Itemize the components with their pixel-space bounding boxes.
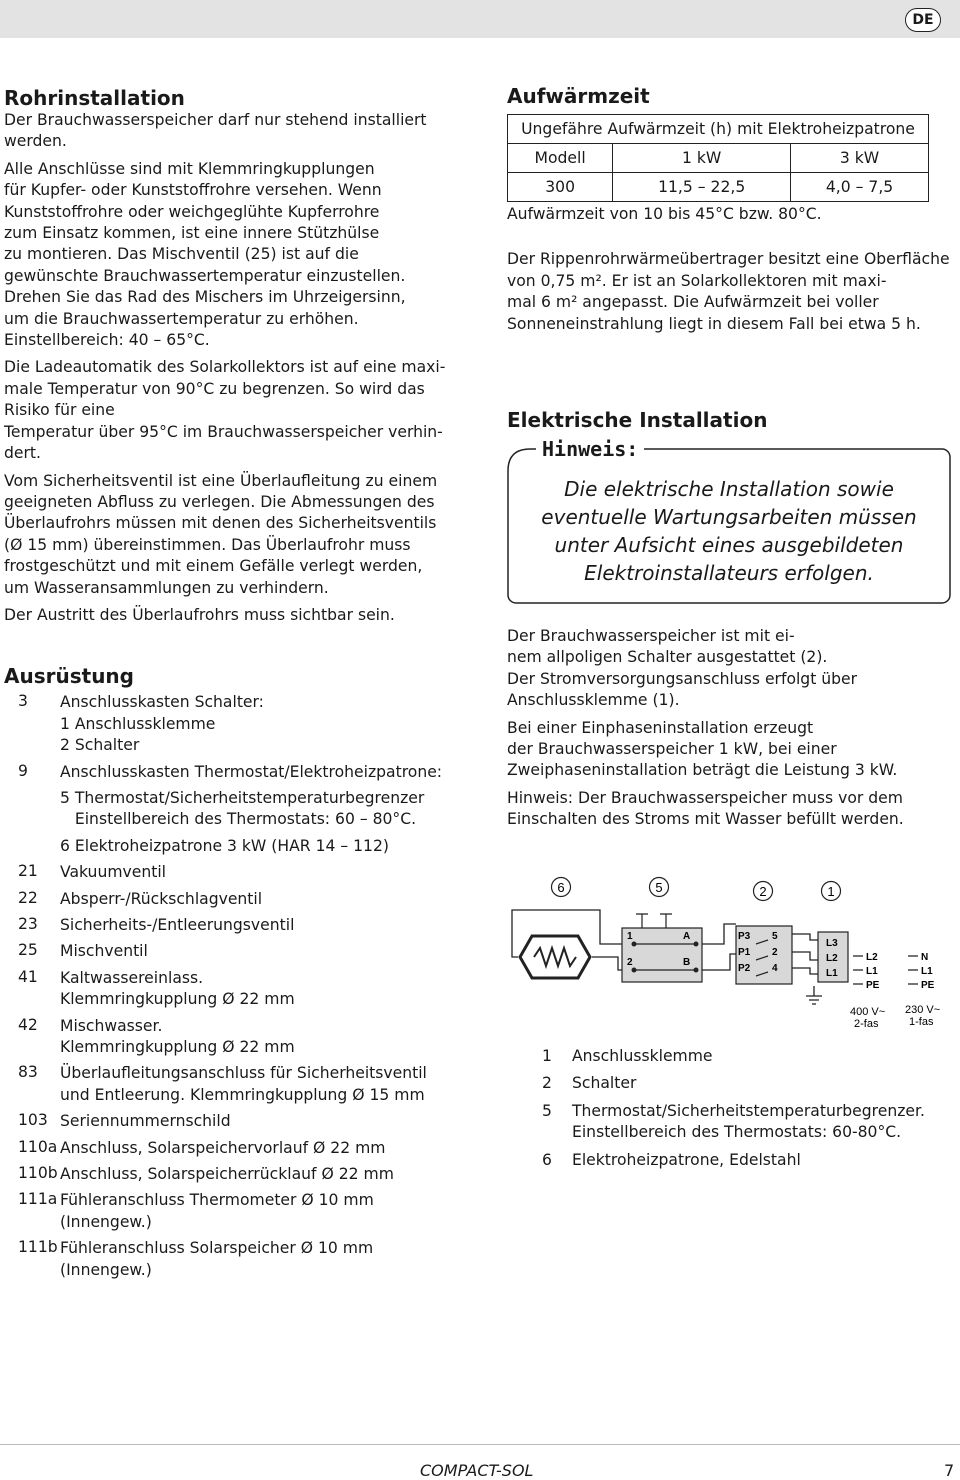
rohrinstallation-text bbox=[4, 110, 472, 626]
legend-number: 1 bbox=[542, 1047, 552, 1065]
text-line: Elektroheizpatrone, Edelstahl bbox=[572, 1150, 801, 1169]
svg-text:5: 5 bbox=[655, 880, 663, 895]
equipment-item bbox=[4, 1238, 472, 1281]
legend-text bbox=[572, 1150, 801, 1171]
text-line: Der Austritt des Überlaufrohrs muss sichtbar sein. bbox=[4, 605, 395, 624]
item-number: 83 bbox=[18, 1063, 38, 1082]
text-line: Risiko für eine bbox=[4, 401, 115, 420]
text-line: Sonneneinstrahlung liegt in diesem Fall bei etwa 5 h. bbox=[507, 314, 921, 333]
text-line: Einstellbereich des Thermostats: 60 – 80°C. bbox=[60, 810, 417, 829]
table-header: 1 kW bbox=[613, 144, 791, 173]
text-line: werden. bbox=[4, 132, 67, 151]
hint-line: Elektroinstallateurs erfolgen. bbox=[584, 561, 874, 585]
hint-title: Hinweis: bbox=[536, 437, 644, 461]
item-text bbox=[60, 1138, 472, 1159]
item-number: 22 bbox=[18, 888, 38, 907]
paragraph bbox=[4, 605, 472, 626]
section-heading-elektrische-installation: Elektrische Installation bbox=[507, 408, 768, 432]
item-number: 21 bbox=[18, 862, 38, 881]
item-text bbox=[60, 1016, 472, 1059]
paragraph bbox=[507, 718, 955, 782]
text-line: Überlaufleitungsanschluss für Sicherheitsventil bbox=[60, 1064, 427, 1083]
item-text bbox=[60, 762, 472, 783]
paragraph bbox=[4, 159, 472, 352]
text-line: Fühleranschluss Solarspeicher Ø 10 mm bbox=[60, 1239, 374, 1258]
hint-line: unter Aufsicht eines ausgebildeten bbox=[554, 533, 904, 557]
text-line: Einstellbereich des Thermostats: 60-80°C. bbox=[572, 1123, 902, 1142]
text-line: Anschluss, Solarspeichervorlauf Ø 22 mm bbox=[60, 1138, 386, 1157]
text-line: (Innengew.) bbox=[60, 1212, 152, 1231]
text-line: Mischwasser. bbox=[60, 1016, 163, 1035]
paragraph bbox=[4, 357, 472, 464]
legend-text bbox=[572, 1073, 636, 1094]
item-text bbox=[60, 1063, 472, 1106]
text-line: Anschluss, Solarspeicherrücklauf Ø 22 mm bbox=[60, 1165, 394, 1184]
equipment-item bbox=[4, 1016, 472, 1059]
text-line: Einschalten des Stroms mit Wasser befüllt werden. bbox=[507, 810, 904, 829]
text-line: Vakuumventil bbox=[60, 863, 167, 882]
equipment-item bbox=[4, 692, 472, 756]
text-line: Schalter bbox=[572, 1074, 637, 1093]
text-line: Klemmringkupplung Ø 22 mm bbox=[60, 1038, 295, 1057]
item-text bbox=[60, 836, 472, 857]
equipment-item bbox=[4, 1063, 472, 1106]
item-number: 41 bbox=[18, 967, 38, 986]
equipment-item bbox=[4, 1111, 472, 1132]
electrical-text bbox=[507, 626, 955, 837]
text-line: male Temperatur von 90°C zu begrenzen. So wird das bbox=[4, 379, 425, 398]
text-line: Der Rippenrohrwärmeübertrager besitzt eine Oberfläche bbox=[507, 250, 950, 269]
legend-text bbox=[572, 1046, 713, 1067]
item-number: 111a bbox=[18, 1190, 58, 1209]
text-line: Vom Sicherheitsventil ist eine Überlaufleitung zu einem bbox=[4, 471, 438, 490]
text-line: Überlaufrohrs müssen mit denen des Sicherheitsventils bbox=[4, 514, 437, 533]
svg-text:PE: PE bbox=[866, 980, 880, 991]
callout-6 bbox=[552, 878, 571, 897]
text-line: für Kupfer- oder Kunststoffrohre versehen. Wenn bbox=[4, 181, 382, 200]
heating-element-symbol bbox=[520, 936, 590, 978]
text-line: (Ø 15 mm) übereinstimmen. Das Überlaufrohr muss bbox=[4, 535, 411, 554]
item-number: 9 bbox=[18, 761, 28, 780]
item-text bbox=[60, 915, 472, 936]
equipment-item bbox=[4, 915, 472, 936]
hint-text bbox=[516, 475, 942, 587]
terminal-block bbox=[818, 932, 848, 982]
text-line: Hinweis: Der Brauchwasserspeicher muss vor dem bbox=[507, 788, 903, 807]
svg-text:P3: P3 bbox=[738, 931, 751, 942]
text-line: Thermostat/Sicherheitstemperaturbegrenzer. bbox=[572, 1101, 925, 1120]
text-line: frostgeschützt und mit einem Gefälle verlegt werden, bbox=[4, 557, 423, 576]
text-line: Kunststoffrohre oder weichgeglühte Kupferrohre bbox=[4, 202, 380, 221]
text-line: Anschlusskasten Schalter: bbox=[60, 693, 264, 712]
text-line: Sicherheits-/Entleerungsventil bbox=[60, 916, 295, 934]
supply-single-phase bbox=[905, 952, 940, 1028]
text-line: zu montieren. Das Mischventil (25) ist auf die bbox=[4, 245, 359, 264]
item-text bbox=[60, 941, 472, 962]
table-cell: 300 bbox=[508, 173, 613, 202]
text-line: Der Stromversorgungsanschluss erfolgt über bbox=[507, 669, 858, 688]
svg-text:L2: L2 bbox=[866, 952, 878, 963]
callout-1 bbox=[822, 882, 841, 901]
text-line: Klemmringkupplung Ø 22 mm bbox=[60, 990, 295, 1009]
paragraph bbox=[4, 471, 472, 599]
item-number: 110b bbox=[18, 1164, 58, 1183]
text-line: um Wasseransammlungen zu verhindern. bbox=[4, 578, 329, 597]
item-number: 23 bbox=[18, 915, 38, 933]
table-cell: 4,0 – 7,5 bbox=[791, 173, 929, 202]
section-heading-ausruestung: Ausrüstung bbox=[4, 664, 134, 689]
svg-text:L2: L2 bbox=[826, 953, 838, 964]
equipment-item bbox=[4, 762, 472, 783]
svg-text:2: 2 bbox=[627, 957, 633, 968]
item-number: 110a bbox=[18, 1137, 58, 1156]
right-column bbox=[507, 84, 955, 432]
text-line: mal 6 m² angepasst. Die Aufwärmzeit bei voller bbox=[507, 293, 879, 312]
table-header: Modell bbox=[508, 144, 613, 173]
legend-text bbox=[572, 1101, 925, 1144]
text-line: (Innengew.) bbox=[60, 1260, 152, 1279]
legend-item bbox=[506, 1101, 954, 1144]
text-line: 6 Elektroheizpatrone 3 kW (HAR 14 – 112) bbox=[60, 836, 389, 855]
left-column bbox=[4, 86, 472, 1286]
text-line: Der Brauchwasserspeicher ist mit ei- bbox=[507, 627, 795, 645]
text-line: von 0,75 m². Er ist an Solarkollektoren mit maxi- bbox=[507, 271, 887, 290]
paragraph bbox=[507, 788, 955, 831]
text-line: der Brauchwasserspeicher 1 kW, bei einer bbox=[507, 740, 837, 759]
svg-text:2: 2 bbox=[759, 884, 767, 899]
item-text bbox=[60, 788, 472, 831]
svg-text:2-fas: 2-fas bbox=[854, 1018, 879, 1030]
item-text bbox=[60, 1190, 472, 1233]
hint-line: Die elektrische Installation sowie bbox=[564, 477, 894, 501]
item-number: 42 bbox=[18, 1015, 38, 1034]
svg-text:L3: L3 bbox=[826, 938, 838, 949]
language-badge: DE bbox=[905, 8, 941, 32]
item-text bbox=[60, 889, 472, 910]
svg-text:400 V~: 400 V~ bbox=[850, 1006, 886, 1018]
legend-item bbox=[506, 1073, 954, 1094]
text-line: Absperr-/Rückschlagventil bbox=[60, 889, 263, 908]
supply-two-phase bbox=[850, 952, 885, 1030]
equipment-item bbox=[4, 1138, 472, 1159]
callout-5 bbox=[650, 878, 669, 897]
thermostat-block bbox=[622, 914, 702, 982]
table-caption: Ungefähre Aufwärmzeit (h) mit Elektroheizpatrone bbox=[508, 115, 929, 144]
item-text bbox=[60, 862, 472, 883]
svg-text:4: 4 bbox=[772, 963, 778, 974]
section-heading-aufwaermzeit: Aufwärmzeit bbox=[507, 84, 650, 108]
text-line: Seriennummernschild bbox=[60, 1112, 231, 1131]
table-note: Aufwärmzeit von 10 bis 45°C bzw. 80°C. bbox=[507, 205, 822, 223]
text-line: zum Einsatz kommen, ist eine innere Stützhülse bbox=[4, 224, 380, 243]
svg-text:2: 2 bbox=[772, 947, 778, 958]
text-line: Temperatur über 95°C im Brauchwasserspeicher verhin- bbox=[4, 422, 443, 441]
text-line: Kaltwassereinlass. bbox=[60, 968, 204, 987]
item-number: 103 bbox=[18, 1111, 48, 1130]
text-line: nem allpoligen Schalter ausgestattet (2). bbox=[507, 648, 828, 667]
hint-box bbox=[506, 437, 952, 605]
item-number bbox=[4, 788, 60, 831]
text-line: geeigneten Abfluss zu verlegen. Die Abmessungen des bbox=[4, 492, 435, 511]
diagram-legend bbox=[506, 1046, 954, 1177]
svg-text:230 V~: 230 V~ bbox=[905, 1004, 941, 1016]
text-line: Alle Anschlüsse sind mit Klemmringkupplungen bbox=[4, 159, 375, 178]
svg-text:L1: L1 bbox=[866, 966, 878, 977]
page-number: 7 bbox=[944, 1461, 955, 1480]
text-line: Die Ladeautomatik des Solarkollektors ist auf eine maxi- bbox=[4, 358, 446, 377]
equipment-item bbox=[4, 968, 472, 1011]
heat-exchanger-text bbox=[507, 249, 955, 335]
wiring-diagram bbox=[510, 872, 950, 1042]
item-number: 25 bbox=[18, 941, 38, 960]
text-line: Der Brauchwasserspeicher darf nur stehend installiert bbox=[4, 111, 427, 129]
text-line: 1 Anschlussklemme bbox=[60, 714, 216, 733]
item-text bbox=[60, 1111, 472, 1132]
paragraph bbox=[507, 626, 955, 712]
section-heading-rohrinstallation: Rohrinstallation bbox=[4, 86, 185, 110]
item-text bbox=[60, 968, 472, 1011]
text-line: gewünschte Brauchwassertemperatur einzustellen. bbox=[4, 266, 406, 285]
svg-text:P1: P1 bbox=[738, 947, 751, 958]
text-line: Einstellbereich: 40 – 65°C. bbox=[4, 331, 210, 350]
text-line: Anschlussklemme (1). bbox=[507, 691, 680, 710]
text-line: Anschlussklemme bbox=[572, 1047, 713, 1065]
item-text bbox=[60, 1238, 472, 1281]
item-text bbox=[60, 1164, 472, 1185]
heatup-table bbox=[507, 114, 929, 202]
switch-block bbox=[736, 926, 792, 984]
paragraph bbox=[4, 110, 472, 153]
legend-item bbox=[506, 1150, 954, 1171]
legend-number: 2 bbox=[542, 1074, 552, 1093]
legend-number: 5 bbox=[542, 1101, 552, 1120]
text-line: Anschlusskasten Thermostat/Elektroheizpatrone: bbox=[60, 762, 443, 781]
text-line: Drehen Sie das Rad des Mischers im Uhrzeigersinn, bbox=[4, 288, 406, 307]
svg-text:L1: L1 bbox=[921, 966, 933, 977]
svg-text:6: 6 bbox=[557, 880, 565, 895]
table-cell: 11,5 – 22,5 bbox=[613, 173, 791, 202]
equipment-item bbox=[4, 836, 472, 857]
svg-text:1: 1 bbox=[627, 931, 633, 942]
text-line: um die Brauchwassertemperatur zu erhöhen. bbox=[4, 309, 359, 328]
text-line: Zweiphaseninstallation beträgt die Leistung 3 kW. bbox=[507, 761, 898, 780]
svg-text:L1: L1 bbox=[826, 968, 838, 979]
svg-text:A: A bbox=[683, 931, 691, 942]
svg-text:1-fas: 1-fas bbox=[909, 1016, 934, 1028]
document-name: COMPACT-SOL bbox=[420, 1461, 534, 1480]
legend-number: 6 bbox=[542, 1150, 552, 1169]
svg-text:B: B bbox=[683, 957, 691, 968]
callout-2 bbox=[754, 882, 773, 901]
item-text bbox=[60, 692, 472, 756]
svg-text:P2: P2 bbox=[738, 963, 751, 974]
item-number: 111b bbox=[18, 1238, 58, 1257]
text-line: 5 Thermostat/Sicherheitstemperaturbegrenzer bbox=[60, 788, 425, 807]
equipment-item bbox=[4, 1190, 472, 1233]
text-line: dert. bbox=[4, 444, 41, 463]
equipment-list bbox=[4, 692, 472, 1281]
item-number: 3 bbox=[18, 692, 28, 711]
svg-text:1: 1 bbox=[827, 884, 835, 899]
equipment-item bbox=[4, 889, 472, 910]
equipment-item bbox=[4, 788, 472, 831]
text-line: und Entleerung. Klemmringkupplung Ø 15 mm bbox=[60, 1085, 425, 1104]
legend-item bbox=[506, 1046, 954, 1067]
svg-text:PE: PE bbox=[921, 980, 935, 991]
header-bar bbox=[0, 0, 960, 38]
item-number bbox=[4, 836, 60, 857]
equipment-item bbox=[4, 941, 472, 962]
text-line: 2 Schalter bbox=[60, 736, 140, 755]
hint-line: eventuelle Wartungsarbeiten müssen bbox=[541, 505, 917, 529]
text-line: Fühleranschluss Thermometer Ø 10 mm bbox=[60, 1191, 374, 1210]
equipment-item bbox=[4, 862, 472, 883]
svg-text:5: 5 bbox=[772, 931, 778, 942]
svg-text:N: N bbox=[921, 952, 929, 963]
table-header: 3 kW bbox=[791, 144, 929, 173]
equipment-item bbox=[4, 1164, 472, 1185]
text-line: Mischventil bbox=[60, 942, 148, 961]
footer bbox=[0, 1444, 960, 1480]
text-line: Bei einer Einphaseninstallation erzeugt bbox=[507, 718, 814, 737]
